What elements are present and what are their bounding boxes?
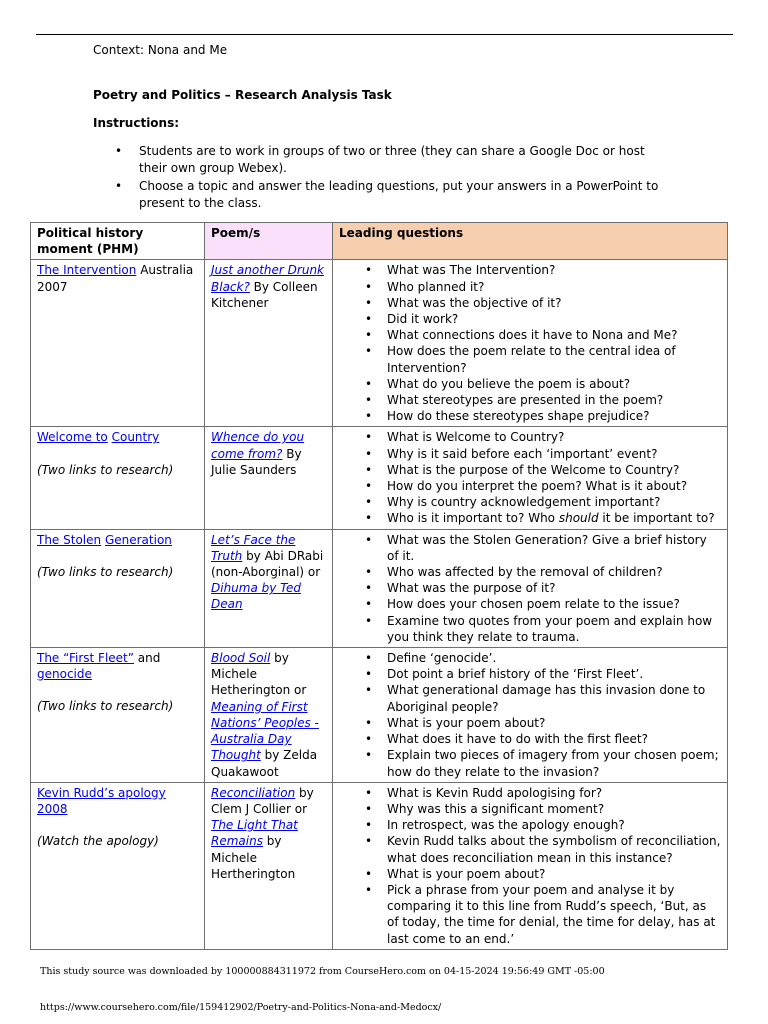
poem-link[interactable]: Reconciliation [211, 785, 296, 800]
instruction-item: • Students are to work in groups of two or three (they can share a Google Doc or host their own group Webex). [93, 143, 673, 176]
question-item: • Pick a phrase from your poem and analyse it by comparing it to this line from Rudd’s speech, ‘But, as of today, the time for denial, the time for delay, has at last come to an end.’ [387, 882, 721, 947]
phm-note: (Two links to research) [37, 564, 174, 579]
question-item: • Who is it important to? Who should it be important to? [387, 510, 721, 526]
questions-cell [333, 260, 728, 427]
question-item: • What generational damage has this invasion done to Aboriginal people? [387, 682, 721, 714]
poem-cell [205, 648, 333, 783]
instructions-heading: Instructions: [93, 116, 180, 130]
questions-cell [333, 529, 728, 647]
phm-text: and [133, 651, 161, 666]
page-title: Poetry and Politics – Research Analysis Task [93, 88, 392, 102]
phm-link-2[interactable]: Country [111, 430, 160, 445]
questions-cell [333, 427, 728, 529]
poem-author: by Clem J Collier or [211, 785, 314, 816]
phm-link[interactable]: The Stolen [37, 532, 102, 547]
poem-cell [205, 427, 333, 529]
question-item: • Examine two quotes from your poem and explain how you think they relate to trauma. [387, 613, 721, 645]
header-poems: Poem/s [205, 223, 333, 260]
table-row [31, 427, 728, 529]
question-item: • In retrospect, was the apology enough? [387, 817, 721, 833]
phm-cell [31, 529, 205, 647]
source-note: This study source was downloaded by 100000884311972 from CourseHero.com on 04-15-2024 19:56:49 GMT -05:00 [40, 966, 605, 977]
poem-cell [205, 782, 333, 949]
question-item: • How do you interpret the poem? What is it about? [387, 478, 721, 494]
question-item: • How does the poem relate to the central idea of Intervention? [387, 343, 721, 375]
question-item: • Dot point a brief history of the ‘First Fleet’. [387, 666, 721, 682]
phm-cell [31, 648, 205, 783]
context-line: Context: Nona and Me [93, 43, 228, 57]
source-url[interactable]: https://www.coursehero.com/file/159412902/Poetry-and-Politics-Nona-and-Medocx/ [40, 1002, 442, 1013]
question-item: • Explain two pieces of imagery from your chosen poem; how do they relate to the invasion? [387, 747, 721, 779]
question-item: • What was The Intervention? [387, 262, 721, 278]
instructions-list [93, 143, 673, 213]
questions-cell [333, 648, 728, 783]
poem-author: by Michele Hetherington or [211, 651, 307, 698]
table-row [31, 260, 728, 427]
poem-cell [205, 529, 333, 647]
phm-link-2[interactable]: genocide [37, 667, 92, 682]
poem-link[interactable]: Whence do you come from? [211, 430, 305, 461]
question-item: • What stereotypes are presented in the poem? [387, 392, 721, 408]
table-row [31, 648, 728, 783]
header-questions: Leading questions [333, 223, 728, 260]
poem-link[interactable]: Just another Drunk Black? [211, 263, 324, 294]
question-item: • How does your chosen poem relate to the issue? [387, 596, 721, 612]
poem-link-2[interactable]: The Light That Remains [211, 818, 298, 849]
question-item: • What was the purpose of it? [387, 580, 721, 596]
research-table [30, 222, 728, 950]
question-item: • Why is country acknowledgement important? [387, 494, 721, 510]
questions-cell [333, 782, 728, 949]
poem-link[interactable]: Let’s Face the Truth [211, 532, 296, 563]
poem-author-2: by Zelda Quakawoot [211, 748, 318, 779]
question-item: • What is Kevin Rudd apologising for? [387, 785, 721, 801]
poem-link-2[interactable]: Meaning of First Nations’ Peoples - Australia Day Thought [211, 699, 319, 763]
question-item: • How do these stereotypes shape prejudice? [387, 408, 721, 424]
question-item: • What is your poem about? [387, 866, 721, 882]
phm-cell [31, 782, 205, 949]
poem-cell [205, 260, 333, 427]
table-row [31, 782, 728, 949]
header-phm: Political history moment (PHM) [31, 223, 205, 260]
poem-author-2: by Michele Hertherington [211, 834, 296, 881]
poem-author: By Colleen Kitchener [211, 279, 318, 310]
phm-note: (Two links to research) [37, 699, 174, 714]
question-item: • What is the purpose of the Welcome to Country? [387, 462, 721, 478]
top-rule [36, 34, 733, 35]
question-item: • What is your poem about? [387, 715, 721, 731]
question-item: • What is Welcome to Country? [387, 429, 721, 445]
question-item: • Why was this a significant moment? [387, 801, 721, 817]
question-item: • What was the Stolen Generation? Give a brief history of it. [387, 532, 721, 564]
question-item: • What connections does it have to Nona and Me? [387, 327, 721, 343]
phm-link[interactable]: The “First Fleet” [37, 651, 134, 666]
question-item: • What do you believe the poem is about? [387, 376, 721, 392]
phm-note: (Watch the apology) [37, 834, 159, 849]
phm-link[interactable]: Welcome to [37, 430, 108, 445]
poem-author: by Abi DRabi (non-Aborginal) or [211, 548, 324, 580]
question-item: • Who planned it? [387, 279, 721, 295]
question-item: • Did it work? [387, 311, 721, 327]
phm-note: (Two links to research) [37, 462, 174, 477]
poem-link-2[interactable]: Dihuma by Ted Dean [211, 581, 302, 612]
table-row [31, 529, 728, 647]
phm-link-2[interactable]: Generation [104, 532, 172, 547]
table-header-row [31, 223, 728, 260]
question-item: • Why is it said before each ‘important’ event? [387, 446, 721, 462]
phm-text: Australia 2007 [37, 263, 194, 294]
instruction-item: • Choose a topic and answer the leading questions, put your answers in a PowerPoint to present to the class. [93, 178, 673, 211]
question-item: • Kevin Rudd talks about the symbolism of reconciliation, what does reconciliation mean in this instance? [387, 833, 721, 865]
question-item: • Define ‘genocide’. [387, 650, 721, 666]
poem-author: By Julie Saunders [211, 446, 302, 477]
question-item: • What was the objective of it? [387, 295, 721, 311]
phm-cell [31, 260, 205, 427]
question-item: • Who was affected by the removal of children? [387, 564, 721, 580]
phm-link[interactable]: Kevin Rudd’s apology 2008 [37, 785, 166, 816]
phm-cell [31, 427, 205, 529]
poem-link[interactable]: Blood Soil [211, 651, 271, 666]
question-item: • What does it have to do with the first fleet? [387, 731, 721, 747]
phm-link[interactable]: The Intervention [37, 263, 137, 278]
